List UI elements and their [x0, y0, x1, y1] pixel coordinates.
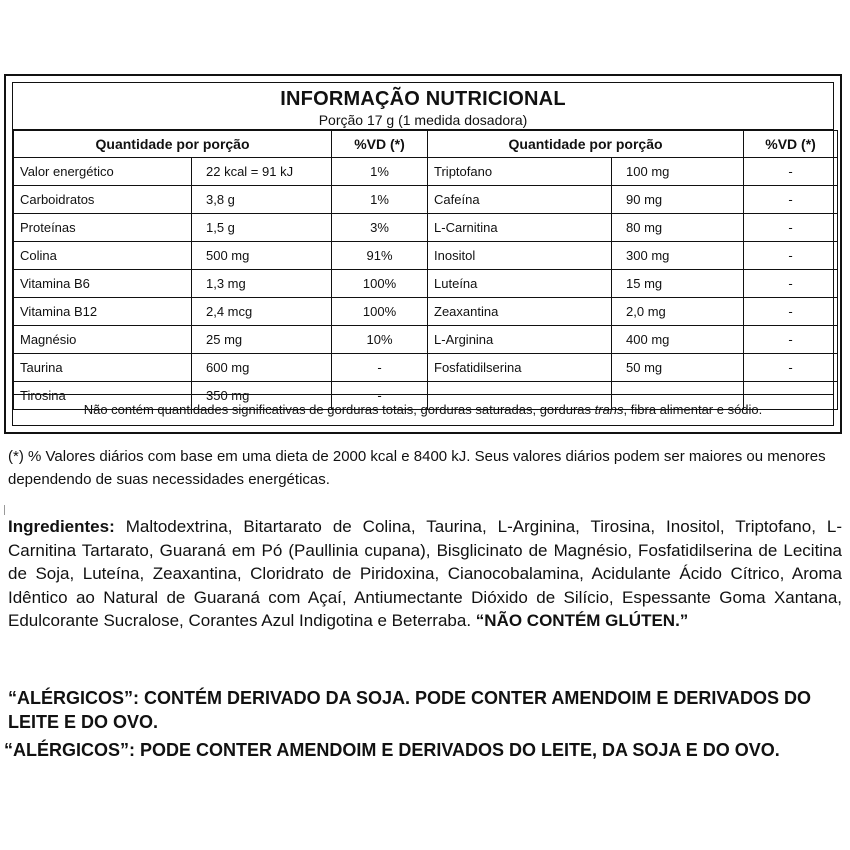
nutrient-amount: 2,4 mcg [192, 298, 332, 326]
nutrient-name: Colina [14, 242, 192, 270]
footnote-text: Não contém quantidades significativas de gorduras totais, gorduras saturadas, gorduras [83, 402, 595, 417]
nutrition-footnote [13, 394, 833, 425]
portion-size: Porção 17 g (1 medida dosadora) [318, 112, 528, 128]
nutrition-table [13, 130, 838, 410]
nutrient-amount: 1,5 g [192, 214, 332, 242]
nutrient-name: Fosfatidilserina [428, 354, 612, 382]
nutrient-amount: 90 mg [612, 186, 744, 214]
right-vd-header: %VD (*) [744, 131, 838, 158]
left-vd-header: %VD (*) [332, 131, 428, 158]
allergen-warning-2: “ALÉRGICOS”: PODE CONTER AMENDOIM E DERIVADOS DO LEITE, DA SOJA E DO OVO. [4, 740, 780, 760]
ingredients-label: Ingredientes: [8, 517, 115, 536]
daily-value-note: (*) % Valores diários com base em uma dieta de 2000 kcal e 8400 kJ. Seus valores diários podem ser maiores ou menores dependendo de suas necessidades energéticas. [8, 448, 826, 488]
nutrient-amount: 300 mg [612, 242, 744, 270]
nutrient-amount: 2,0 mg [612, 298, 744, 326]
right-quantity-header: Quantidade por porção [428, 131, 744, 158]
ingredients-paragraph [8, 515, 842, 633]
nutrient-amount: 25 mg [192, 326, 332, 354]
nutrient-vd: - [744, 298, 838, 326]
nutrient-name: Triptofano [428, 158, 612, 186]
nutrient-amount: 350 mg [192, 382, 332, 410]
nutrient-amount: 100 mg [612, 158, 744, 186]
nutrition-header [13, 83, 833, 130]
nutrient-amount: 22 kcal = 91 kJ [192, 158, 332, 186]
nutrient-amount: 400 mg [612, 326, 744, 354]
nutrient-amount: 500 mg [192, 242, 332, 270]
nutrient-amount: 1,3 mg [192, 270, 332, 298]
nutrient-vd: 91% [332, 242, 428, 270]
nutrient-vd: - [744, 214, 838, 242]
nutrient-amount: 3,8 g [192, 186, 332, 214]
nutrient-vd: 1% [332, 158, 428, 186]
nutrition-facts-panel [4, 74, 842, 434]
nutrient-name: Luteína [428, 270, 612, 298]
nutrient-amount: 15 mg [612, 270, 744, 298]
nutrient-vd: 100% [332, 270, 428, 298]
nutrition-title: INFORMAÇÃO NUTRICIONAL [280, 88, 566, 110]
nutrient-name: Vitamina B12 [14, 298, 192, 326]
gluten-statement: “NÃO CONTÉM GLÚTEN.” [475, 611, 689, 630]
divider-mark [4, 505, 5, 515]
table-row [14, 242, 838, 270]
footnote-trans: trans [594, 402, 624, 417]
nutrient-vd: 100% [332, 298, 428, 326]
nutrient-vd: - [744, 354, 838, 382]
nutrition-facts-inner [12, 82, 834, 426]
nutrient-name: L-Arginina [428, 326, 612, 354]
table-row [14, 270, 838, 298]
ingredients-list: Maltodextrina, Bitartarato de Colina, Taurina, L-Arginina, Tirosina, Inositol, Triptofano, L-Carnitina Tartarato, Guaraná em Pó (Paullinia cupana), Bisglicinato de Magnésio, Fosfatidilserina de Lecitina de Soja, Luteína, Zeaxantina, Cloridrato de Piridoxina, Cianocobalamina, Acidulante Ácido Cítrico, Aroma Idêntico ao Natural de Guaraná com Açaí, Antiumectante Dióxido de Silício, Espessante Goma Xantana, Edulcorante Sucralose, Corantes Azul Indigotina e Beterraba. [8, 517, 842, 630]
table-row [14, 354, 838, 382]
table-row [14, 214, 838, 242]
left-quantity-header: Quantidade por porção [14, 131, 332, 158]
table-row [14, 326, 838, 354]
nutrient-vd: - [744, 186, 838, 214]
nutrient-vd: - [332, 354, 428, 382]
nutrient-name: Magnésio [14, 326, 192, 354]
nutrient-vd: 1% [332, 186, 428, 214]
nutrient-name: Carboidratos [14, 186, 192, 214]
table-row [14, 298, 838, 326]
nutrient-name: Valor energético [14, 158, 192, 186]
nutrient-name: Cafeína [428, 186, 612, 214]
nutrient-amount: 50 mg [612, 354, 744, 382]
nutrient-name: Inositol [428, 242, 612, 270]
nutrient-vd: 10% [332, 326, 428, 354]
nutrient-name: Vitamina B6 [14, 270, 192, 298]
allergen-warning-1: “ALÉRGICOS”: CONTÉM DERIVADO DA SOJA. PODE CONTER AMENDOIM E DERIVADOS DO LEITE E DO OVO. [8, 688, 812, 732]
nutrient-vd: - [744, 242, 838, 270]
nutrient-name: Proteínas [14, 214, 192, 242]
footnote-text-end: , fibra alimentar e sódio. [623, 402, 763, 417]
nutrition-table-header-row [14, 131, 838, 158]
nutrient-vd: - [744, 270, 838, 298]
nutrient-name: Zeaxantina [428, 298, 612, 326]
table-row [14, 186, 838, 214]
nutrient-name: L-Carnitina [428, 214, 612, 242]
nutrient-vd: 3% [332, 214, 428, 242]
nutrient-vd: - [332, 382, 428, 410]
nutrient-name: Taurina [14, 354, 192, 382]
nutrient-amount: 80 mg [612, 214, 744, 242]
nutrient-vd: - [744, 326, 838, 354]
table-row [14, 158, 838, 186]
nutrient-amount: 600 mg [192, 354, 332, 382]
nutrient-name: Tirosina [14, 382, 192, 410]
nutrient-vd: - [744, 158, 838, 186]
